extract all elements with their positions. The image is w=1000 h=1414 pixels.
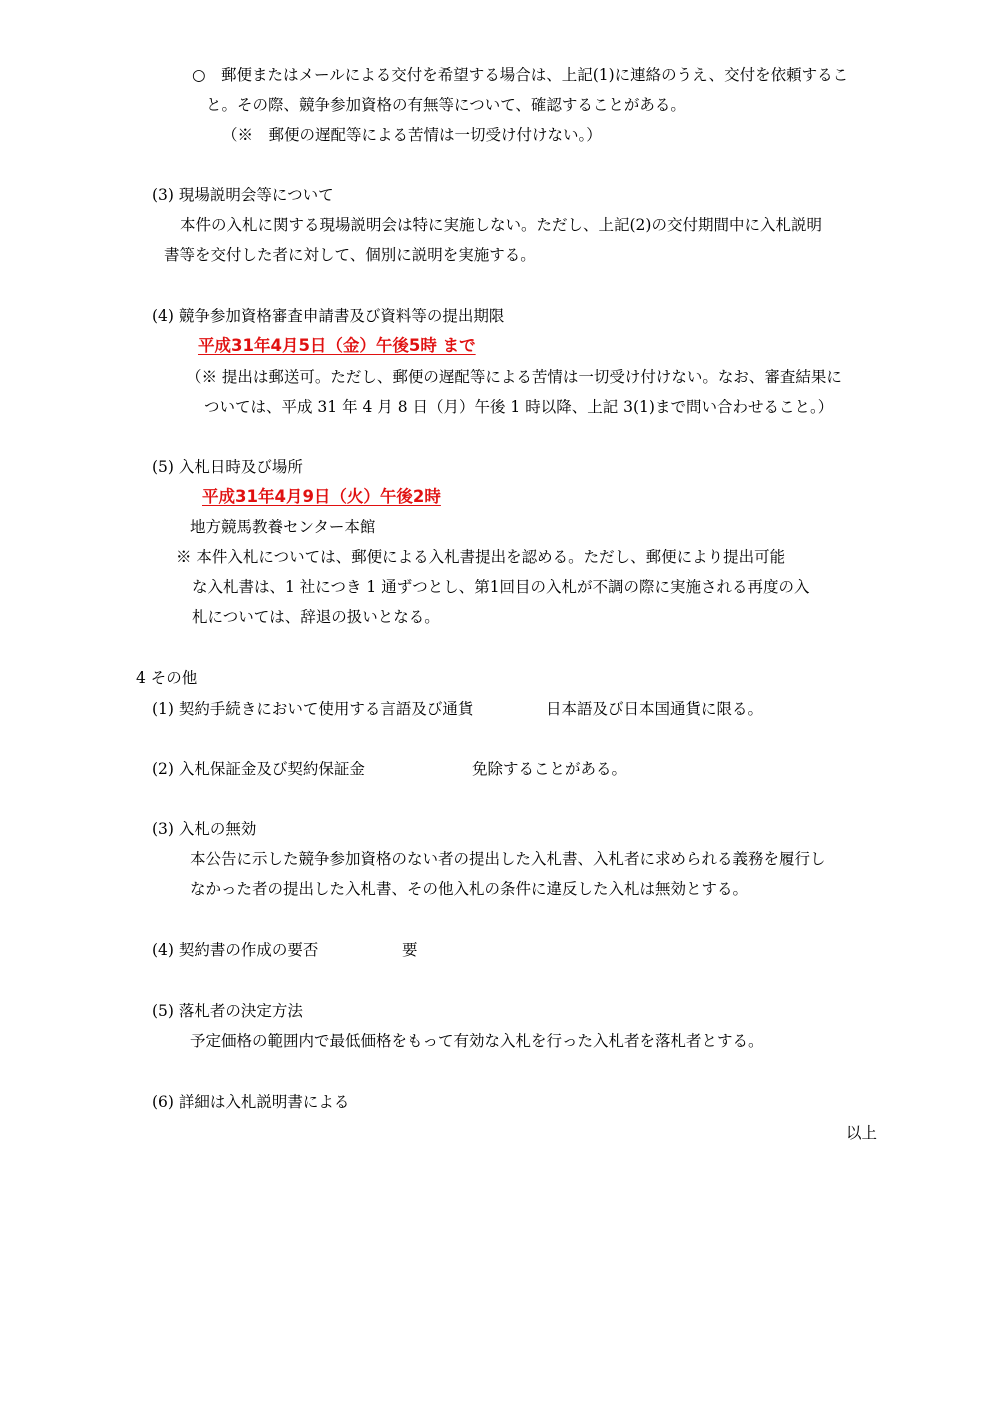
section-5-note-line2: な入札書は、1 社につき 1 通ずつとし、第1回目の入札が不調の際に実施される再度の入	[192, 578, 810, 596]
others-heading: 4 その他	[136, 669, 198, 687]
others-item6-label: (6) 詳細は入札説明書による	[152, 1093, 350, 1111]
others-item2-value: 免除することがある。	[472, 760, 628, 778]
section-4-note-line1: （※ 提出は郵送可。ただし、郵便の遅配等による苦情は一切受け付けない。なお、審査結果に	[186, 368, 842, 386]
bid-datetime: 平成31年4月9日（火）午後2時	[202, 487, 441, 506]
others-item1-value: 日本語及び日本国通貨に限る。	[546, 700, 764, 718]
section-3-line2: 書等を交付した者に対して、個別に説明を実施する。	[164, 246, 536, 264]
postal-delivery-line1: ○ 郵便またはメールによる交付を希望する場合は、上記(1)に連絡のうえ、交付を依頼するこ	[192, 66, 849, 84]
others-item5-label: (5) 落札者の決定方法	[152, 1002, 303, 1020]
section-3-heading: (3) 現場説明会等について	[152, 186, 334, 204]
section-4-heading: (4) 競争参加資格審査申請書及び資料等の提出期限	[152, 307, 505, 325]
closing-text: 以上	[846, 1124, 878, 1142]
section-4-note-line2: ついては、平成 31 年 4 月 8 日（月）午後 1 時以降、上記 3(1)まで問い合わせること。）	[204, 398, 834, 416]
others-item2-label: (2) 入札保証金及び契約保証金	[152, 760, 365, 778]
others-item5-line1: 予定価格の範囲内で最低価格をもって有効な入札を行った入札者を落札者とする。	[190, 1032, 764, 1050]
submission-deadline: 平成31年4月5日（金）午後5時 まで	[198, 336, 476, 355]
section-5-note-line1: ※ 本件入札については、郵便による入札書提出を認める。ただし、郵便により提出可能	[176, 548, 786, 566]
others-item3-line1: 本公告に示した競争参加資格のない者の提出した入札書、入札者に求められる義務を履行し	[190, 850, 826, 868]
others-item4-label: (4) 契約書の作成の要否	[152, 941, 319, 959]
section-3-line1: 本件の入札に関する現場説明会は特に実施しない。ただし、上記(2)の交付期間中に入札説明	[180, 216, 822, 234]
others-item1-label: (1) 契約手続きにおいて使用する言語及び通貨	[152, 700, 474, 718]
others-item3-label: (3) 入札の無効	[152, 820, 257, 838]
section-5-heading: (5) 入札日時及び場所	[152, 458, 303, 476]
postal-delay-note: （※ 郵便の遅配等による苦情は一切受け付けない。）	[222, 126, 602, 144]
others-item3-line2: なかった者の提出した入札書、その他入札の条件に違反した入札は無効とする。	[190, 880, 749, 898]
postal-delivery-line2: と。その際、競争参加資格の有無等について、確認することがある。	[206, 96, 686, 114]
others-item4-value: 要	[402, 941, 418, 959]
section-5-note-line3: 札については、辞退の扱いとなる。	[192, 608, 440, 626]
bid-place: 地方競馬教養センター本館	[190, 518, 376, 536]
